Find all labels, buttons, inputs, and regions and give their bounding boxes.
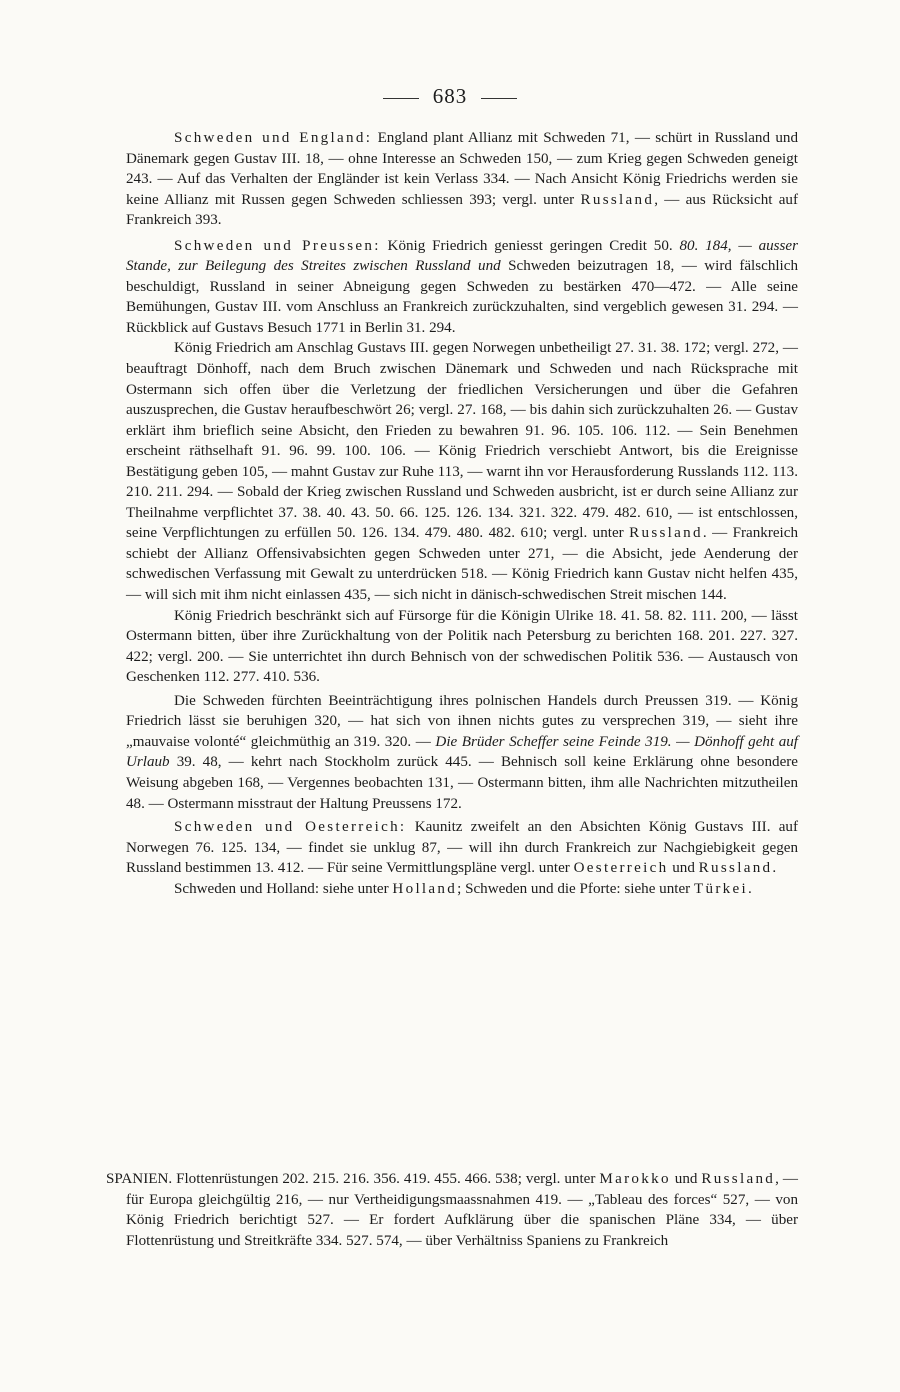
entry-spanien [106, 1169, 798, 1251]
index-body [126, 128, 798, 899]
cross-reference: Russland [580, 191, 655, 208]
entry-paragraph-ulrike [126, 606, 798, 688]
entry-text: England plant Allianz mit Schweden 71, — schürt in Russland und Dänemark gegen Gustav III. 18, — ohne Interesse an Schweden 150, — zum Krieg gegen Schweden geneigt 243. — Auf das Verhalten der Engländer ist kein Verlass 334. — Nach Ansicht König Friedrichs werden sie keine Allianz mit Russen gegen Schweden schliessen 393; vergl. unter [126, 130, 799, 208]
entry-text: und [670, 1171, 702, 1187]
entry-text: Kaunitz zweifelt an den Absichten König Gustavs III. auf Norwegen 76. 125. 134, — findet sie unklug 87, — will ihn durch Frankreich zur Nachgiebigkeit gegen Russland bestimmen 13. 412. — Für seine Vermittlungspläne vergl. unter [126, 819, 798, 877]
entry-text-italic: Die Brüder Scheffer seine Feinde 319. — Dönhoff geht auf Urlaub [126, 733, 798, 771]
entry-schweden-england [126, 128, 798, 231]
entry-schweden-oesterreich [126, 817, 798, 879]
header-rule-right [481, 98, 517, 99]
entry-heading: Schweden und Preussen: [174, 237, 381, 254]
entry-heading: Schweden und Oesterreich: [174, 819, 407, 836]
entry-text: . [748, 880, 752, 897]
entry-paragraph-handel [126, 691, 798, 814]
entry-text: 39. 48, — kehrt nach Stockholm zurück 445. — Behnisch soll keine Erklärung ohne besondere Weisung abgeben 168, — Vergennes beobachten 131, — Ostermann bitten, ihm alle Nachrichten mitzutheilen 48. — Ostermann misstraut der Haltung Preussens 172. [126, 754, 798, 812]
entry-text: König Friedrich geniesst geringen Credit 50. [380, 237, 680, 254]
entry-text: König Friedrich am Anschlag Gustavs III. gegen Norwegen unbetheiligt 27. 31. 38. 172; vergl. 272, — beauftragt Dönhoff, nach dem Bruch zwischen Dänemark und Schweden und nach Rücksprache mit Ostermann sich offen über die Verletzung der friedlichen Versicherungen und über die Gefahren auszusprechen, die Gustav heraufbeschwört 26; vergl. 27. 168, — bis dahin sich zurückzuhalten 26. — Gustav erklärt ihm brieflich seine Absicht, den Frieden zu bewahren 91. 96. 105. 106. 112. — Sein Benehmen erscheint räthselhaft 91. 96. 99. 100. 106. — König Friedrich verschiebt Antwort, bis die Ereignisse Bestätigung geben 105, — mahnt Gustav zur Ruhe 113, — warnt ihn vor Herausforderung Russlands 112. 113. 210. 211. 294. — Sobald der Krieg zwischen Russland und Schweden ausbricht, ist er durch seine Allianz zur Theilnahme verpflichtet 37. 38. 40. 43. 50. 66. 125. 126. 134. 321. 322. 479. 482. 610, — ist entschlossen, seine Verpflichtungen zu erfüllen 50. 126. 134. 479. 480. 482. 610; vergl. unter [126, 340, 798, 542]
cross-reference: Oesterreich [573, 860, 669, 877]
entry-text: . [772, 860, 777, 877]
entry-paragraph-anschlag [126, 338, 798, 605]
entry-spanien-text [106, 1169, 798, 1251]
page-header [0, 84, 900, 109]
cross-reference: Holland [392, 880, 458, 897]
entry-text: . — Frankreich schiebt der Allianz Offensivabsichten gegen Schweden unter 271, — die Absicht, jede Aenderung der schwedischen Verfassung mit Gewalt zu unterdrücken 518. — König Friedrich kann Gustav nicht helfen 435, — will sich mit ihm nicht einlassen 435, — sich nicht in dänisch-schwedischen Streit mischen 144. [126, 525, 798, 604]
cross-reference: Türkei [693, 880, 748, 897]
cross-reference: Russland [701, 1171, 776, 1187]
entry-text: König Friedrich beschränkt sich auf Fürsorge für die Königin Ulrike 18. 41. 58. 82. 111. 200, — lässt Ostermann bitten, über ihre Zurückhaltung von der Politik nach Petersburg zu berichten 168. 201. 227. 327. 422; vergl. 200. — Sie unterrichtet ihn durch Behnisch von der schwedischen Politik 536. — Austausch von Geschenken 112. 277. 410. 536. [126, 607, 798, 686]
entry-text: Flottenrüstungen 202. 215. 216. 356. 419. 455. 466. 538; vergl. unter [172, 1171, 600, 1187]
page-number: 683 [432, 84, 468, 108]
entry-text: Die Schweden fürchten Beeinträchtigung ihres polnischen Handels durch Preussen 319. — König Friedrich lässt sie beruhigen 320, — hat sich von ihnen nichts gutes zu versprechen 319, — sieht ihre „mauvaise volonté“ gleichmüthig an 319. 320. — [126, 692, 798, 750]
cross-reference: Marokko [599, 1171, 671, 1187]
entry-text: Schweden beizutragen 18, — wird fälschlich beschuldigt, Russland in seiner Abneigung gegen Schweden zu bestärken 470—472. — Alle seine Bemühungen, Gustav III. vom Anschluss an Frankreich zurückzuhalten, sind vergeblich gewesen 31. 294. — Rückblick auf Gustavs Besuch 1771 in Berlin 31. 294. [126, 258, 798, 336]
entry-text: ; Schweden und die Pforte: siehe unter [457, 880, 694, 897]
entry-text: und [668, 860, 699, 877]
cross-reference: Russland [698, 860, 773, 877]
entry-schweden-preussen [126, 236, 798, 339]
header-rule-left [383, 98, 419, 99]
entry-heading: Schweden und England: [174, 130, 373, 146]
entry-text: Schweden und Holland: siehe unter [174, 880, 393, 897]
entry-heading: SPANIEN. [106, 1171, 173, 1187]
entry-text: , — für Europa gleichgültig 216, — nur Vertheidigungsmaassnahmen 419. — „Tableau des forces“ 527, — von König Friedrich berichtigt 527. — Er fordert Aufklärung über die spanischen Pläne 334, — über Flottenrüstung und Streitkräfte 334. 527. 574, — über Verhältniss Spaniens zu Frankreich [126, 1171, 798, 1249]
entry-schweden-holland [126, 879, 798, 900]
entry-text-italic: 80. 184, — ausser Stande, zur Beilegung des Streites zwischen Russland und [126, 237, 798, 275]
cross-reference: Russland [629, 525, 703, 542]
entry-text: , — aus Rücksicht auf Frankreich 393. [126, 191, 798, 229]
